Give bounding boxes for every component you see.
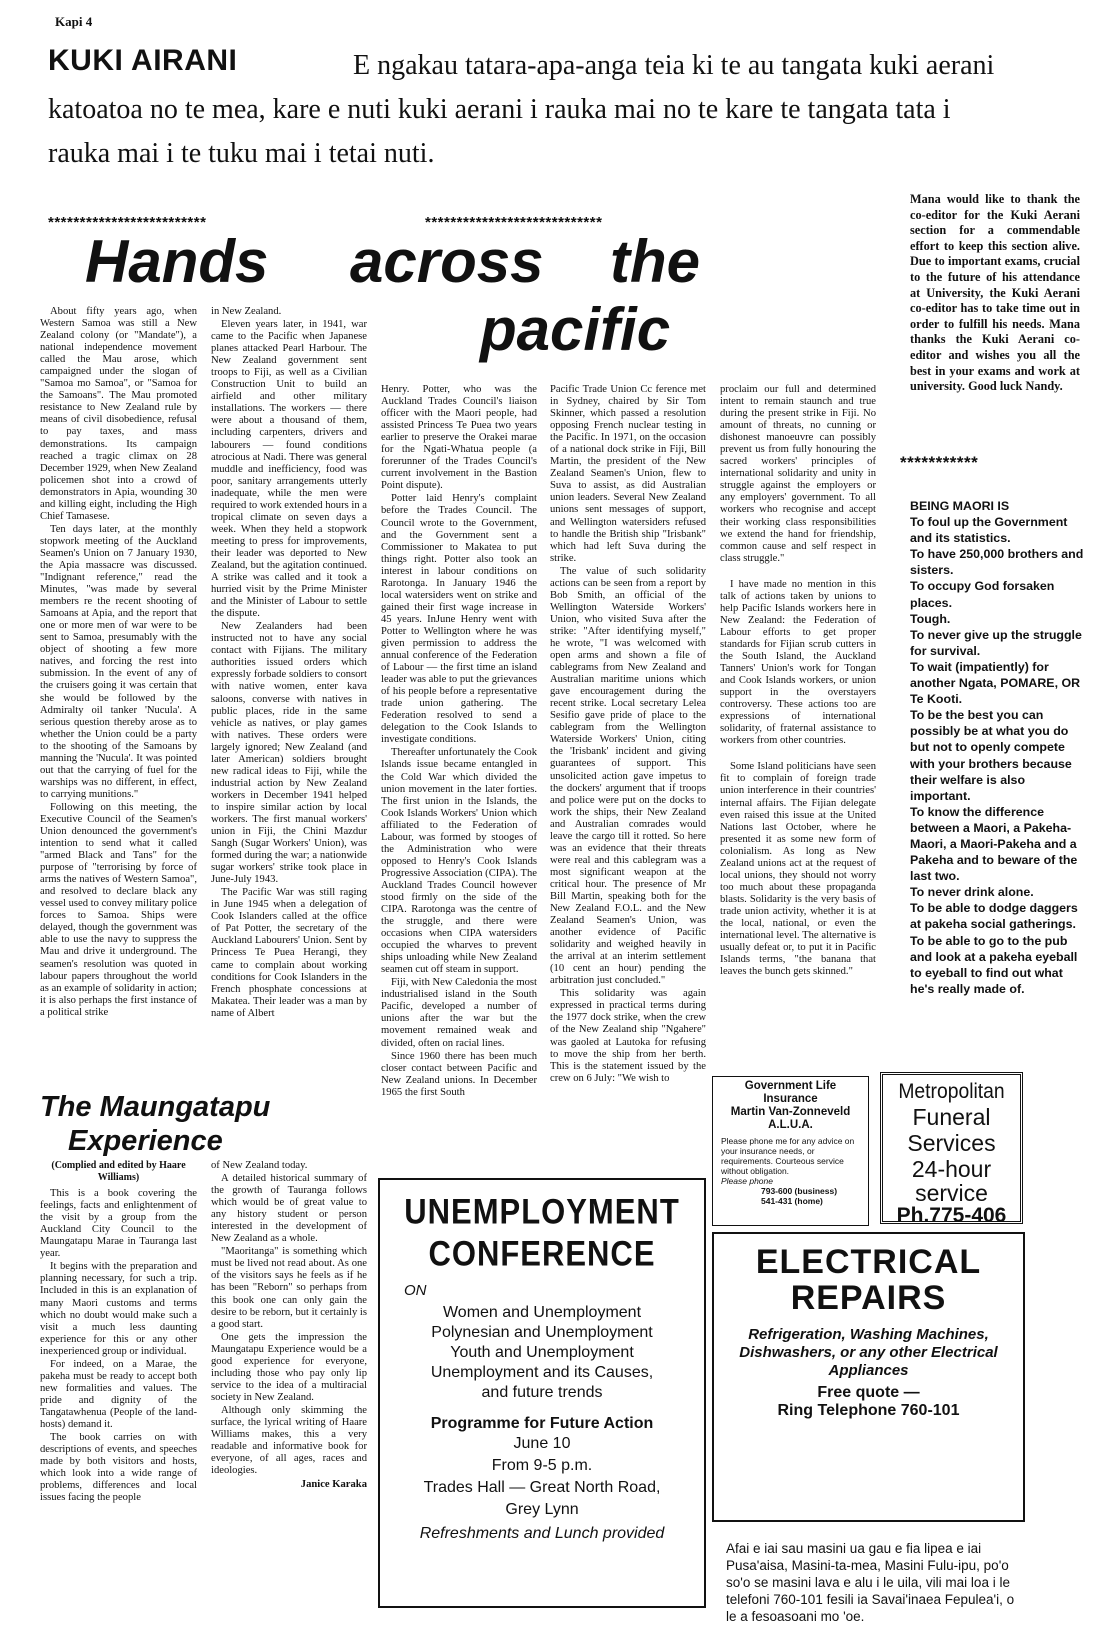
being-maori-line: To never drink alone. xyxy=(910,885,1034,900)
paragraph: Fiji, with New Caledonia the most industrialised island in the South Pacific, developed a number of unions after the war but the movement remained weak and divided, often on racial lines. xyxy=(381,977,537,1049)
mana-stars: *********** xyxy=(900,453,979,472)
insurance-title-2: Insurance xyxy=(763,1093,818,1105)
maungatapu-byline: Janice Karaka xyxy=(300,1479,367,1491)
paragraph: Henry. Potter, who was the Auckland Trades Council's liaison officer with the Maori people, had assisted Princess Te Puea two years earlier to preserve the Orakei marae for the Ngati-Whatua people (a forerunner of the Trades Council's current involvement in the Bastion Point dispute). xyxy=(381,384,537,492)
maungatapu-credit: (Complied and edited by Haare Williams) xyxy=(51,1160,186,1184)
paragraph: Potter laid Henry's complaint before the Trades Council. The Council wrote to the Government, and the Government sent a Commissioner to Makatea to put things right. Potter also took an interest in labour conditions on Rarotonga. In January 1946 the local watersiders went on strike and gained their first wage increase in 45 years. InJune Henry went with Potter to Wellington where he was given permission to address the annual conference of the Federation of Labour — the first time an island leader was able to put the grievances of his people before a representative trade union gathering. The Federation resolved to send a delegation to the Cook Islands to investigate conditions. xyxy=(381,493,537,746)
funeral-line-4: 24-hour xyxy=(911,1156,992,1182)
paragraph: Some Island politicians have seen fit to complain of foreign trade union interference in their countries' internal affairs. The Fijian delegate even raised this issue at the United Nations last October, where he presented it as some new form of colonialism. As long as New Zealand unions act at the request of local unions, they should not worry too much about these propaganda blasts. Solidarity is the very basis of trade union activity, whether it is at the local, national, or even the international level. The alternative is usually defeat or, to put it in Pacific Islands terms, "the banana that leaves the bunch gets skinned." xyxy=(720,761,876,978)
unemployment-title-2: CONFERENCE xyxy=(428,1233,656,1274)
being-maori-line: To occupy God forsaken places. xyxy=(910,579,1055,610)
being-maori-line: To never give up the struggle for survival. xyxy=(910,627,1082,658)
being-maori-line: To foul up the Government and its statistics. xyxy=(910,515,1068,546)
hands-column-2 xyxy=(211,306,367,1076)
unemployment-topic: Youth and Unemployment xyxy=(450,1344,634,1361)
kuki-airani-title: KUKI AIRANI xyxy=(48,44,243,78)
being-maori-line: To have 250,000 brothers and sisters. xyxy=(910,547,1084,578)
unemployment-topic: Polynesian and Unemployment xyxy=(431,1324,653,1341)
hands-column-4 xyxy=(550,384,706,1164)
being-maori-line: To be able to dodge daggers at pakeha social gatherings. xyxy=(910,901,1078,932)
being-maori-line: To know the difference between a Maori, a Pakeha-Maori, a Maori-Pakeha and a Pakeha and to beware of the last two. xyxy=(910,804,1078,884)
electrical-title-1: ELECTRICAL xyxy=(755,1243,982,1281)
page-number: Kapi 4 xyxy=(55,14,93,29)
maungatapu-title-line-2: Experience xyxy=(68,1125,223,1157)
paragraph: The value of such solidarity actions can be seen from a report by Bob Smith, an official of the Wellington Waterside Workers' Union, who visited Suva after the strike: "After identifying myself," he wrote, "I was welcomed with open arms and shown a file of cablegrams from New Zealand and Australian maritime unions which gave encouragement during the recent strike. Local secretary Lelea Sesifio gave pride of place to the cablegram from the Wellington Waterside Workers' Union, citing the 'Irisbank' incident and giving guarantees of support. This unsolicited action gave impetus to the dockers' argument that if troops and police were put on the docks to work the ships, their New Zealand and Australian comrades would leave the cargo till it rotted. So here was an evidence that their threats were real and this cablegram was a most significant weapon at the critical hour. The presence of Mr Bill Martin, speaking both for the New Zealand F.O.L. and the New Zealand Seamen's Union, was another evidence of Pacific solidarity and weighed heavily in the arrival at an interim settlement (10 cent an hour) pending the arbitration just concluded." xyxy=(550,565,706,987)
paragraph: New Zealanders had been instructed not to have any social contact with Fijians. The military authorities issued orders which expressly forbade soldiers to consort with native women, enter kava saloons, converse with natives in public places, ride in the same vehicle as natives, or play games with natives. These orders were largely ignored; New Zealand (and later American) soldiers brought new radical ideas to Fiji, while the industrial action by New Zealand workers in December 1941 helped to inspire similar action by local workers. The first manual workers' union in Fiji, the Chini Mazdur Sangh (Sugar Workers' Union), was formed during the war; a nationwide sugar workers' strike took place in June-July 1943. xyxy=(211,621,367,886)
unemployment-topic: Women and Unemployment xyxy=(442,1304,642,1321)
being-maori-line: Tough. xyxy=(910,611,951,626)
insurance-letters: A.L.U.A. xyxy=(768,1119,813,1131)
being-maori-list xyxy=(910,498,1085,997)
electrical-title-2: REPAIRS xyxy=(790,1279,947,1317)
hands-column-3 xyxy=(381,384,537,1164)
paragraph: One gets the impression the Maungatapu Experience would be a good experience for everyone, including those who pay only lip service to the idea of a multiracial society in New Zealand. xyxy=(211,1331,367,1403)
being-maori-line: To be the best you can possibly be at what you do but not to openly compete with your brothers because their welfare is also important. xyxy=(910,708,1072,803)
insurance-text: Please phone me for any advice on your insurance needs, or requirements. Courteous service without obligation. xyxy=(721,1136,855,1176)
paragraph: The book carries on with descriptions of events, and speeches made by both visitors and hosts, which look into a wide range of problems, differences and local issues facing the people xyxy=(40,1432,197,1504)
funeral-phone: Ph.775-406 xyxy=(896,1204,1007,1227)
unemployment-date: June 10 xyxy=(513,1435,571,1452)
paragraph: A detailed historical summary of the growth of Tauranga follows which would be of great value to any history student or person interested in the development of New Zealand as a whole. xyxy=(211,1173,367,1245)
paragraph: This is a book covering the feelings, facts and enlightenment of the visit by a group from the Auckland City Council to the Maungatapu Marae in Tauranga last year. xyxy=(40,1188,197,1260)
unemployment-title-1: UNEMPLOYMENT xyxy=(404,1191,680,1232)
funeral-line-1: Metropolitan xyxy=(898,1080,1005,1103)
being-maori-title: BEING MAORI IS xyxy=(910,499,1010,513)
mana-note xyxy=(910,192,1080,395)
insurance-phone-business: 793-600 (business) xyxy=(761,1186,838,1196)
insurance-agent-name: Martin Van-Zonneveld xyxy=(730,1106,851,1118)
unemployment-conference-ad xyxy=(378,1178,706,1608)
unemployment-topic: Unemployment and its Causes, and future trends xyxy=(430,1364,654,1401)
stars-divider-left: ************************* xyxy=(48,214,207,231)
paragraph: proclaim our full and determined intent to remain staunch and true during the present strike in Fiji. No amount of threats, no cunning or dishonest manoeuvre can possibly prevent us from fully honouring the sacred workers' principles of international solidarity and unity in struggle against the employers or any employers' government. To all workers who recognise and accept their working class responsibilities we extend the hand for friendship, common cause and self respect in class struggle." xyxy=(720,384,876,564)
being-maori-line: To be able to go to the pub and look at a pakeha eyeball to eyeball to find out what he's really made of. xyxy=(910,933,1078,996)
hands-title-word-2: across xyxy=(350,228,544,295)
funeral-ad xyxy=(880,1072,1023,1227)
hands-title-word-1: Hands xyxy=(85,228,269,295)
electrical-ring: Ring Telephone 760-101 xyxy=(777,1402,960,1419)
paragraph: About fifty years ago, when Western Samoa was still a New Zealand colony (or "Mandate"), a national independence movement called the Mau arose, which campaigned under the slogan of "Samoa mo Samoa", or "Samoa for the Samoans". The Mau promoted resistance to New Zealand rule by means of civil disobedience, refusal to pay taxes, and mass demonstrations. Its campaign reached a tragic climax on 28 December 1929, when New Zealand policemen shot into a crowd of demonstrators in Apia, wounding 30 and killing eight, including the High Chief Tamasese. xyxy=(40,306,197,522)
maungatapu-title xyxy=(40,1090,270,1158)
electrical-services: Refrigeration, Washing Machines, Dishwashers, or any other Electrical Appliances xyxy=(739,1326,998,1379)
hands-column-1 xyxy=(40,306,197,1076)
paragraph: "Maoritanga" is something which must be lived not read about. As one of the visitors says he feels as if he has been "Reborn" so perhaps from this book one can only gain the desire to be reborn, but it certainly is a good start. xyxy=(211,1246,367,1330)
paragraph: Eleven years later, in 1941, war came to the Pacific when Japanese planes attacked Pearl Harbour. The New Zealand government sent troops to Fiji, as well as a Civilian Construction Unit to build an airfield and other military installations. The workers — there were about a thousand of them, including carpenters, drivers and labourers — found conditions atrocious at Nadi. There was general muddle and inefficiency, food was poor, sanitary arrangements utterly inadequate, while the men were required to work extended hours in a tropical climate on seven days a week. When they held a stopwork meeting to press for improvements, their leader was deported to New Zealand, but the agitation continued. A strike was called and it took a hurried visit by the Prime Minister and the Minister of Labour to settle the dispute. xyxy=(211,319,367,620)
paragraph: Thereafter unfortunately the Cook Islands issue became entangled in the Cold War which divided the union movement in the later forties. The first union in the Islands, the Cook Islands Workers' Union which affiliated to the Federation of Labour, was formed by stooges of the Administration who were opposed to Henry's Cook Islands Progressive Association (CIPA). The Auckland Trades Council however stood firmly on the side of the CIPA. Rarotonga was the centre of the struggle, and there were occasions when CIPA watersiders occupied the wharves to prevent ships unloading while New Zealand seamen cut off steam in support. xyxy=(381,747,537,976)
electrical-samoan-text: Afai e iai sau masini ua gau e fia lipea e iai Pusa'aisa, Masini-ta-mea, Masini Fulu-ipu, po'o so'o se masini lava e alu i le uila, vili mai loa i le telefoni 760-101 fesili ia Savai'inaea Fepulea'i, o le a fesoasoani mo 'oe. xyxy=(726,1541,1015,1624)
unemployment-venue: Trades Hall — Great North Road, Grey Lynn xyxy=(423,1479,661,1518)
electrical-free-quote: Free quote — xyxy=(817,1384,920,1401)
being-maori-line: To wait (impatiently) for another Ngata, POMARE, OR Te Kooti. xyxy=(910,659,1081,707)
insurance-phone-label: Please phone xyxy=(721,1176,773,1186)
maungatapu-column-2 xyxy=(211,1160,367,1620)
paragraph: Pacific Trade Union Cc ference met in Sydney, chaired by Sir Tom Skinner, which passed a resolution opposing French nuclear testing in the Pacific. In 1971, on the occasion of a national dock strike in Fiji, Bill Martin, the president of the New Zealand Seamen's Union, flew to Suva to assist, as did Australian union leaders. Several New Zealand unions sent messages of support, and Wellington watersiders refused to handle the British ship "Irisbank" which had left Suva during the strike. xyxy=(550,384,706,564)
unemployment-time: From 9-5 p.m. xyxy=(491,1457,593,1474)
mana-note-text: Mana would like to thank the co-editor for the Kuki Aerani section for a commendable effort to keep this section alive. Due to important exams, crucial to the future of his attendance at University, the Kuki Aerani co-editor has to take time out in order to fulfill his needs. Mana thanks the Kuki Aerani co-editor and wishes you all the best in your exams and work at university. Good luck Nandy. xyxy=(910,192,1080,394)
funeral-line-5: service xyxy=(915,1180,988,1206)
paragraph: It begins with the preparation and planning necessary, for such a trip. Included in this is an explanation of many Maori customs and terms which no doubt would make such a visit a much less daunting experience for this or any other inexperienced group or individual. xyxy=(40,1261,197,1357)
paragraph: of New Zealand today. xyxy=(211,1160,308,1171)
unemployment-refreshments: Refreshments and Lunch provided xyxy=(419,1525,665,1542)
insurance-title-1: Government Life xyxy=(744,1080,837,1092)
funeral-line-2: Funeral xyxy=(912,1104,991,1130)
funeral-line-3: Services xyxy=(907,1130,996,1156)
paragraph: in New Zealand. xyxy=(211,306,282,317)
paragraph: Since 1960 there has been much closer contact between Pacific and New Zealand unions. In December 1965 the first South xyxy=(381,1050,537,1098)
paragraph: For indeed, on a Marae, the pakeha must be ready to accept both new formalities and values. The pride and dignity of the Tangatawhenua (People of the land-hosts) demand it. xyxy=(40,1358,197,1430)
maungatapu-column-1 xyxy=(40,1160,197,1620)
insurance-phone-home: 541-431 (home) xyxy=(761,1196,823,1206)
stars-divider-right: **************************** xyxy=(425,214,603,231)
paragraph: Following on this meeting, the Executive Council of the Seamen's Union denounced the government's intention to send what it called "armed Black and Tans" for the purpose of "terrorising by force of arms the natives of Western Samoa", and resolved to declare black any vessel used to convey military police forces to Samoa. Ships were delayed, though the government was able to use the navy to suppress the Mau and drive it underground. The seamen's resolution was quoted in labour papers throughout the world as an example of solidarity in action; it is also perhaps the first instance of a political strike xyxy=(40,801,197,1018)
unemployment-on: ON xyxy=(404,1282,427,1299)
electrical-repairs-ad xyxy=(712,1232,1025,1522)
paragraph: This solidarity was again expressed in practical terms during the 1977 dock strike, when the crew of the New Zealand ship "Ngahere" was gaoled at Lautoka for refusing to move the ship from her berth. This is the statement issued by the crew on 6 July: "We wish to xyxy=(550,988,706,1084)
insurance-ad xyxy=(712,1076,869,1226)
paragraph: I have made no mention in this talk of actions taken by unions to help Pacific Islands workers here in New Zealand: the Federation of Labour efforts to get proper standards for Fijian scrub cutters in the South Island, the Auckland Tanners' Union's work for Tongan and Cook Islands workers, or union support in the overstayers controversy. These actions too are expressions of international solidarity, of fraternal assistance to workers from other countries. xyxy=(720,578,876,747)
hands-title-word-4: pacific xyxy=(480,296,671,363)
kuki-intro-text: E ngakau tatara-apa-anga teia ki te au tangata kuki aerani katoatoa no te mea, kare e nuti kuki aerani i rauka mai no te kare te tangata tata i rauka mai i te tuku mai i tetai nuti. xyxy=(48,50,995,169)
unemployment-programme: Programme for Future Action xyxy=(430,1415,654,1432)
paragraph: The Pacific War was still raging in June 1945 when a delegation of Cook Islanders called at the office of Pat Potter, the secretary of the Auckland Labourers' Union. Sent by Princess Te Puea Herangi, they came to complain about working conditions for Cook Islanders in the French phosphate concessions at Makatea. Their leader was a man by name of Albert xyxy=(211,887,367,1019)
hands-title-word-3: the xyxy=(610,228,700,295)
paragraph: Although only skimming the surface, the lyrical writing of Haare Williams makes, this a very readable and informative book for everyone, of all ages, races and ideologies. xyxy=(211,1404,367,1477)
hands-column-5 xyxy=(720,384,876,1064)
paragraph: Ten days later, at the monthly stopwork meeting of the Auckland Seamen's Union on 7 January 1930, the Apia massacre was discussed. "Indignant reference," read the Minutes, "was made by several members re the recent shooting of Samoans at Apia, and the report that one or more men of war were to be sent to Samoa, presumably with the object of shooting a few more natives, and forcing the rest into submission. In the event of any of the cruisers going it was certain that she would be followed by the Admiralty oil tanker 'Nucula'. A serious question thereby arose as to whether the Union could be a party to the shooting of the Samoans by manning the 'Nucula'. It was pointed out that the carrying of fuel for the warships was no different, in effect, to carrying munitions." xyxy=(40,523,197,800)
maungatapu-title-line-1: The Maungatapu xyxy=(40,1091,271,1123)
